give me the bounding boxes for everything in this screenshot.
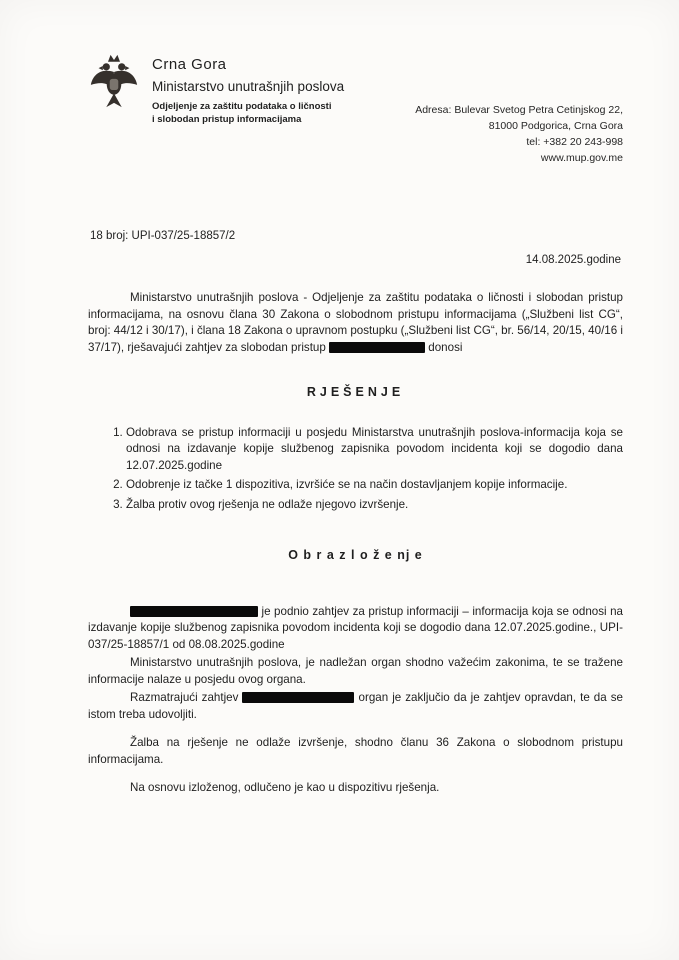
country-name: Crna Gora — [152, 56, 227, 73]
document-body — [88, 290, 623, 797]
explanation-p3-after: organ je zaključio da je zahtjev opravdan, te da se istom treba udovoljiti. — [88, 691, 623, 721]
address-phone: tel: +382 20 243-998 — [526, 136, 623, 148]
redaction-bar — [130, 606, 258, 617]
explanation-title: O b r a z l o ž e nj e — [288, 548, 423, 562]
explanation-paragraph-1 — [88, 604, 623, 654]
department-line1: Odjeljenje za zaštitu podataka o ličnosti — [152, 101, 332, 112]
decision-item-2-text: Odobrenje iz tačke 1 dispozitiva, izvršiće se na način dostavljanjem kopije informacije. — [126, 478, 568, 491]
decision-item-3-text: Žalba protiv ovog rješenja ne odlaže njegovo izvršenje. — [126, 497, 409, 511]
explanation-paragraph-2: Ministarstvo unutrašnjih poslova, je nadležan organ shodno važećim zakonima, te se tražene informacije nalaze u posjedu ovog organa. — [88, 656, 623, 686]
intro-paragraph — [88, 290, 623, 356]
address-street: Adresa: Bulevar Svetog Petra Cetinjskog 22, — [415, 104, 623, 116]
document-date: 14.08.2025.godine — [525, 254, 621, 266]
explanation-paragraph-3 — [88, 690, 623, 723]
explanation-p3-before: Razmatrajući zahtjev — [130, 691, 239, 704]
decision-item-3 — [126, 497, 623, 514]
explanation-paragraph-4: Žalba na rješenje ne odlaže izvršenje, shodno članu 36 Zakona o slobodnom pristupu informacijama. — [88, 736, 623, 766]
decision-title: RJEŠENJE — [306, 385, 405, 399]
explanation-p1-text: je podnio zahtjev za pristup informaciji – informacija koja se odnosi na izdavanje kopije službenog zapisnika povodom incidenta koji se dogodio dana 12.07.2025.godine., UPI-037/25-18857/1 od 08.08.2025.godine — [88, 604, 623, 651]
organization-block — [152, 56, 344, 126]
explanation-paragraph-5: Na osnovu izloženog, odlučeno je kao u dispozitivu rješenja. — [130, 781, 440, 794]
reference-number: 18 broj: UPI-037/25-18857/2 — [90, 230, 236, 242]
decision-item-1 — [126, 425, 623, 475]
redaction-bar — [329, 342, 425, 353]
redaction-bar — [242, 692, 354, 703]
decision-item-1-text: Odobrava se pristup informaciji u posjedu Ministarstva unutrašnjih poslova-informacija koja se odnosi na izdavanje kopije službenog zapisnika povodom incidenta koji se dogodio dana 12.07.2025.godine — [126, 425, 623, 472]
coat-of-arms-icon — [88, 54, 140, 114]
department-line2: i slobodan pristup informacijama — [152, 114, 302, 125]
ministry-name: Ministarstvo unutrašnjih poslova — [152, 79, 345, 94]
intro-text: Ministarstvo unutrašnjih poslova - Odjeljenje za zaštitu podataka o ličnosti i slobodan pristup informacijama, na osnovu člana 30 Zakona o slobodnom pristupu informacijama („Službeni list CG“, broj: 44/12 i 30/17), i člana 18 Zakona o upravnom postupku („Službeni list CG“, br. 56/14, 20/15, 40/16 i 37/17), rješavajući zahtjev za slobodan pristup — [88, 291, 623, 354]
address-city: 81000 Podgorica, Crna Gora — [488, 120, 623, 132]
decision-item-2 — [126, 477, 623, 494]
address-block — [415, 102, 623, 166]
address-website: www.mup.gov.me — [540, 152, 623, 164]
intro-closing-word: donosi — [428, 340, 463, 354]
decision-list — [88, 425, 623, 514]
